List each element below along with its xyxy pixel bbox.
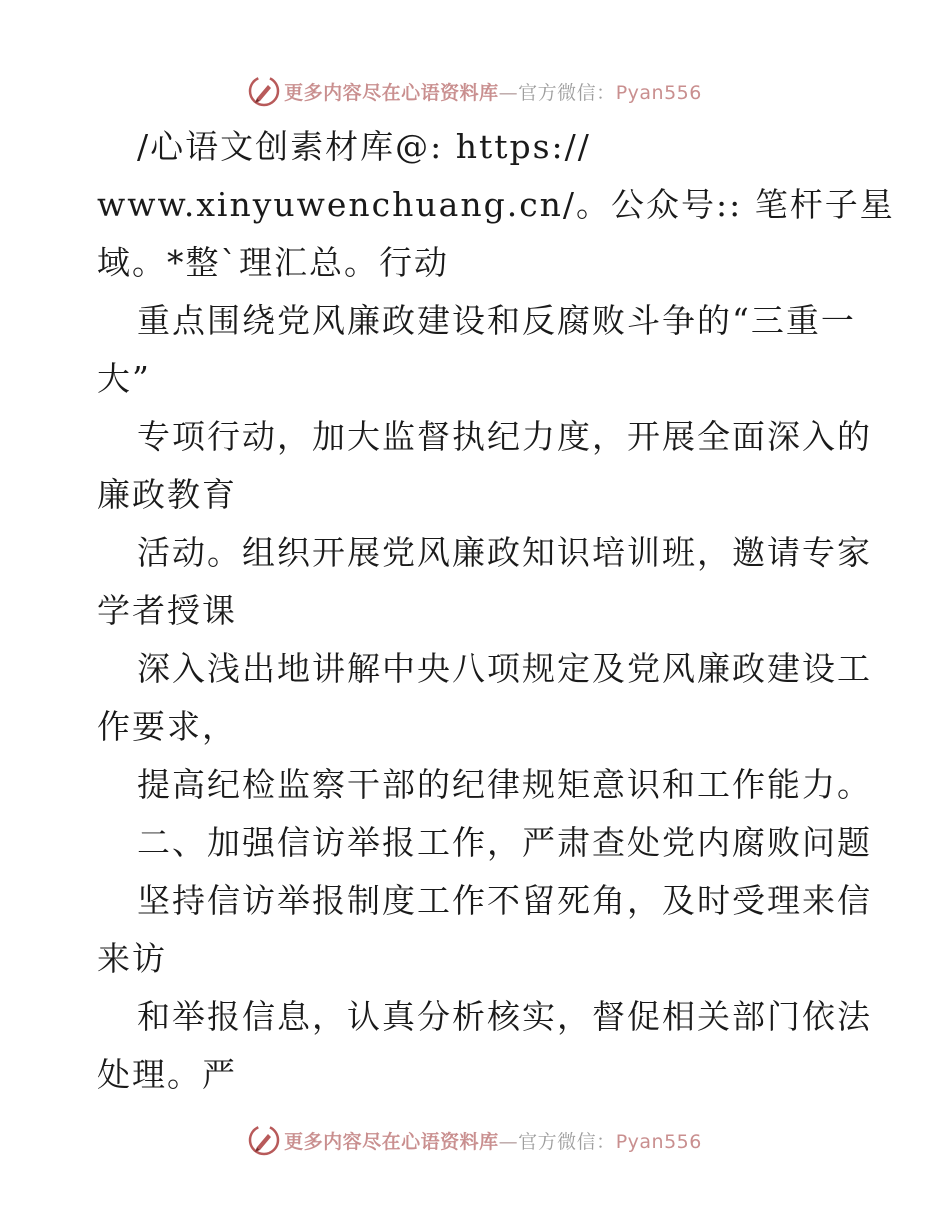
text-line: 重点围绕党风廉政建设和反腐败斗争的“三重一 — [137, 301, 856, 340]
text-line: 作要求， — [97, 707, 237, 746]
text-line: 提高纪检监察干部的纪律规矩意识和工作能力。 — [137, 765, 872, 804]
watermark-wechat-id: Pyan556 — [615, 1130, 702, 1153]
watermark-wechat-label: 官方微信： — [518, 81, 616, 104]
pen-logo-icon — [248, 75, 280, 107]
text-line: 专项行动，加大监督执纪力度，开展全面深入的 — [137, 417, 872, 456]
text-line: 和举报信息，认真分析核实，督促相关部门依法 — [137, 997, 872, 1036]
text-line: 坚持信访举报制度工作不留死角，及时受理来信 — [137, 881, 872, 920]
text-line: 深入浅出地讲解中央八项规定及党风廉政建设工 — [137, 649, 872, 688]
pen-logo-icon — [248, 1124, 280, 1156]
text-line: 廉政教育 — [97, 475, 237, 514]
text-line: 活动。组织开展党风廉政知识培训班，邀请专家 — [137, 533, 872, 572]
watermark-wechat-label: 官方微信： — [518, 1130, 616, 1153]
text-line: 域。*整`理汇总。行动 — [97, 243, 449, 282]
footer-watermark — [0, 1123, 950, 1157]
text-line: 二、加强信访举报工作，严肃查处党内腐败问题 — [137, 823, 872, 862]
watermark-text — [284, 78, 702, 105]
watermark-separator: — — [498, 81, 519, 104]
document-body — [97, 118, 895, 1104]
header-watermark — [0, 74, 950, 108]
text-line: 大” — [97, 359, 151, 398]
watermark-wechat-id: Pyan556 — [615, 81, 702, 104]
text-line: 来访 — [97, 939, 167, 978]
text-line: /心语文创素材库@: https:// — [137, 127, 591, 166]
watermark-main: 更多内容尽在心语资料库 — [284, 1130, 499, 1153]
text-line: 处理。严 — [97, 1055, 237, 1094]
watermark-text — [284, 1127, 702, 1154]
watermark-main: 更多内容尽在心语资料库 — [284, 81, 499, 104]
watermark-separator: — — [498, 1130, 519, 1153]
text-line: www.xinyuwenchuang.cn/。公众号:: 笔杆子星 — [97, 185, 895, 224]
text-line: 学者授课 — [97, 591, 237, 630]
